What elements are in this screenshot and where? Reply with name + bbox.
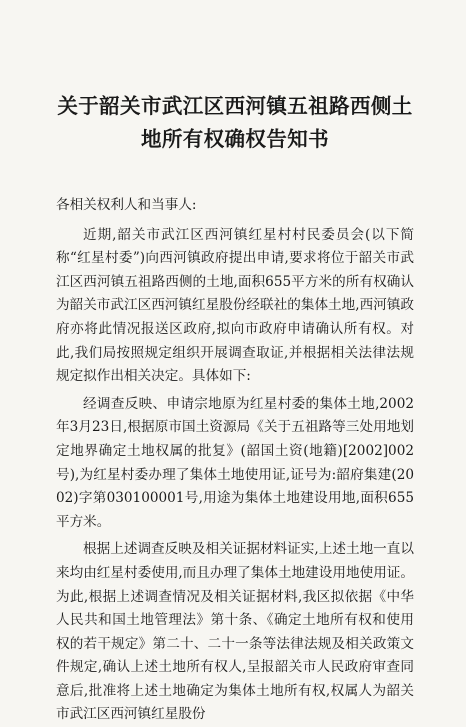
salutation: 各相关权利人和当事人: <box>56 197 197 213</box>
body-paragraph-1: 近期,韶关市武江区西河镇红星村村民委员会(以下简称“红星村委”)向西河镇政府提出申请,要求将位于韶关市武江区西河镇五祖路西侧的土地,面积655平方米的所有权确认为韶关市武江区西河镇红星股份经联社的集体土地,西河镇政府亦将此情况报送区政府,拟向市政府申请确认所有权。对此,我们局按照规定组织开展调查取证,并根据相关法律法规规定拟作出相关决定。具体如下: <box>56 226 414 385</box>
body-paragraph-3: 根据上述调查反映及相关证据材料证实,上述土地一直以来均由红星村委使用,而且办理了集体土地建设用地使用证。为此,根据上述调查情况及相关证据材料,我区拟依据《中华人民共和国土地管理法》第十条、《确定土地所有权和使用权的若干规定》第二十、二十一条等法律法规及相关政策文件规定,确认上述土地所有权人,呈报韶关市人民政府审查同意后,批准将上述土地确定为集体土地所有权,权属人为韶关市武江区西河镇红星股份 <box>56 541 414 723</box>
document-title: 关于韶关市武江区西河镇五祖路西侧土地所有权确权告知书 <box>57 94 413 151</box>
body-paragraph-2: 经调查反映、申请宗地原为红星村委的集体土地,2002年3月23日,根据原市国土资源局《关于五祖路等三处用地划定地界确定土地权属的批复》(韶国土资(地籍)[2002]002号),为红星村委办理了集体土地使用证,证号为:韶府集建(2002)字第030100001号,用途为集体土地建设用地,面积655平方米。 <box>56 395 414 530</box>
